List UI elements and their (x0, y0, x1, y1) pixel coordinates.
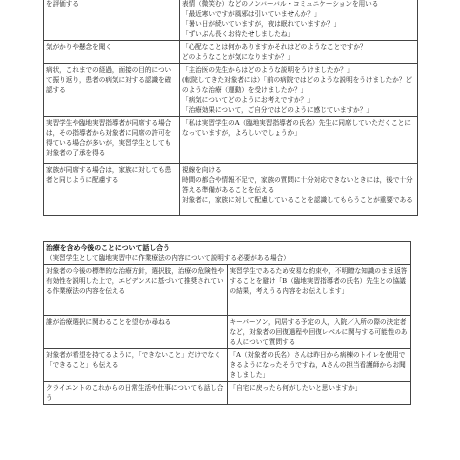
cell-text: 対象者に，家族に対して配慮していることを認識してもらうことが重要である (182, 196, 413, 204)
cell-text: 誰が治療選択に関わることを望むか尋ねる (46, 318, 172, 326)
table-cell-right (227, 349, 411, 382)
table-row (44, 265, 411, 316)
cell-text: 時間の都合や情報不足で，家族の質問に十分対応できないときには，後で十分答える準備があることを伝える (182, 176, 413, 194)
cell-text: 「病気についてどのようにお考えですか？」 (182, 96, 314, 104)
table-header-row (44, 242, 411, 265)
cell-text: 実習学生や臨地実習指導者が同席する場合は，その指導者から対象者に同席の許可を得ている場合が多いが，実習学生としても対象者の了承を得る (46, 119, 172, 157)
cell-text: 「治療効果について，ご自分ではどのように感じていますか？」 (182, 106, 373, 114)
communication-table-2 (43, 241, 411, 405)
table-row (44, 64, 418, 117)
table-cell-left (44, 316, 228, 349)
table-title: 治療を含め今後のことについて話し合う (46, 244, 170, 252)
table-cell-right (227, 382, 411, 405)
cell-text: 「暑い日が続いていますが，夜は眠れていますか？」 (182, 20, 341, 28)
cell-text: 対象者が希望を持てるように，「できないこと」だけでなく「できること」も伝える (46, 351, 221, 369)
table-cell-right (180, 64, 418, 117)
table-cell-left (44, 164, 180, 216)
cell-text: 家族が同席する場合は，家族に対しても患者と同じように配慮する (46, 166, 172, 184)
cell-text: 「ずいぶん長くお待たせしましたね」 (182, 30, 295, 38)
table-cell-right (180, 0, 418, 41)
table-cell-right (180, 117, 418, 164)
cell-text: キーパーソン，同居する予定の人，入院／入所の際の決定者など，対象者の回復過程や回復レベルに関与する可能性のある人について質問する (229, 318, 408, 346)
cell-text: 「私は実習学生のA（臨地実習指導者の氏名）先生に同席していただくことになっていますが，よろしいでしょうか」 (182, 119, 411, 137)
cell-text: 「自宅に戻ったら何がしたいと思いますか」 (229, 384, 362, 392)
table-row (44, 382, 411, 405)
table-cell-left (44, 64, 180, 117)
table-row (44, 117, 418, 164)
table-row (44, 0, 418, 41)
table-cell-right (180, 164, 418, 216)
communication-table-1 (43, 0, 418, 216)
table-row (44, 316, 411, 349)
table-row (44, 41, 418, 64)
table-cell-right (227, 265, 411, 316)
cell-text: 「心配なことは何かありますかそれはどのようなことですか？ (182, 43, 367, 51)
table-cell-right (227, 316, 411, 349)
table-cell-left (44, 349, 228, 382)
cell-text: どのようなことが気になりますか？」 (182, 53, 295, 61)
cell-text: 「主治医の先生からはどのような説明をうけましたか？」 (182, 66, 354, 74)
cell-text: 表情（微笑む）などのノンバーバル・コミュニケーションを用いる (182, 0, 379, 8)
cell-text: 視線を向ける (182, 166, 222, 174)
cell-text: クライエントのこれからの日常生活や仕事についても話し合う (46, 384, 224, 402)
table-cell-left (44, 382, 228, 405)
cell-text: 病状，これまでの経過，面接の目的について振り返り，患者の病気に対する認識を確認する (46, 66, 172, 94)
table-row (44, 164, 418, 216)
table-cell-left (44, 265, 228, 316)
cell-text: 「最近寒いですが風邪は引いていませんか？」 (182, 10, 321, 18)
cell-text: 「A（対象者の氏名）さんは昨日から病棟のトイレを使用できるようになったそうですね，Aさんの担当看護師からお聞きしました」 (229, 351, 406, 379)
cell-text: 対象者の今後の標準的な治療方針，選択肢，治療の危険性や有効性を説明した上で，エビデンスに基づいて推奨されている作業療法の内容を伝える (46, 267, 225, 295)
table-cell-right (180, 41, 418, 64)
table-cell-left (44, 117, 180, 164)
cell-text: (転院してきた対象者には）「前の病院ではどのような説明をうけましたか？どのような治療（運動）を受けましたか？」 (182, 76, 413, 94)
table-cell-left (44, 41, 180, 64)
table-cell-left (44, 0, 180, 41)
table-header-cell (44, 242, 411, 265)
cell-text: 実習学生であるため安易な約束や，不明瞭な知識のまま返答することを避け「B（臨地実習指導者の氏名）先生との協議の結果，考えうる内容をお伝えします」 (229, 267, 408, 295)
table-subtitle: （実習学生として臨地実習中に作業療法の内容について説明する必要がある場合） (46, 254, 290, 262)
cell-text: 気がかりや懸念を聞く (46, 43, 112, 51)
table-row (44, 349, 411, 382)
cell-text: を評価する (46, 0, 79, 8)
